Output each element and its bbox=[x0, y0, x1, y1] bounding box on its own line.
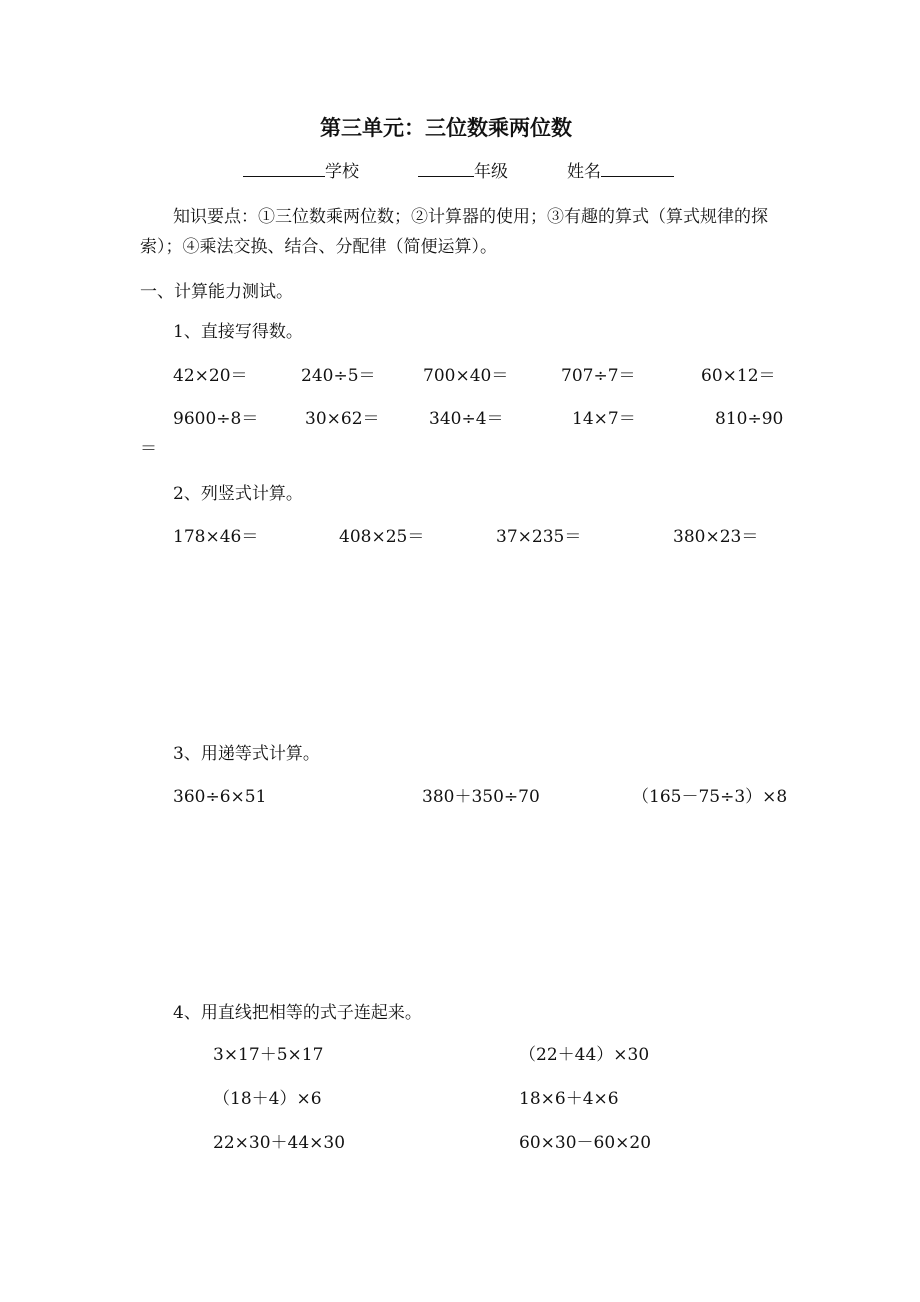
oral-calc-item: 42×20＝ bbox=[173, 366, 248, 386]
oral-calc-item: 9600÷8＝ bbox=[173, 409, 259, 429]
question-1-heading: 1、直接写得数。 bbox=[173, 322, 303, 342]
question-2-heading: 2、列竖式计算。 bbox=[173, 484, 303, 504]
question-3-heading: 3、用递等式计算。 bbox=[173, 744, 320, 764]
page-title: 第三单元：三位数乘两位数 bbox=[320, 116, 572, 140]
match-left-item: 3×17＋5×17 bbox=[213, 1045, 324, 1065]
name-blank bbox=[601, 175, 674, 177]
name-field bbox=[567, 164, 674, 181]
grade-label: 年级 bbox=[474, 162, 508, 182]
school-label: 学校 bbox=[325, 162, 359, 182]
name-label: 姓名 bbox=[567, 162, 601, 182]
oral-calc-item: 30×62＝ bbox=[305, 409, 380, 429]
knowledge-points: 知识要点：①三位数乘两位数；②计算器的使用；③有趣的算式（算式规律的探索）；④乘法交换、结合、分配律（简便运算）。 bbox=[140, 207, 768, 257]
school-blank bbox=[243, 175, 325, 177]
oral-calc-wrap: ＝ bbox=[140, 439, 157, 459]
section-one-heading: 一、计算能力测试。 bbox=[140, 282, 293, 302]
stepwise-calc-item: 360÷6×51 bbox=[173, 787, 267, 807]
vertical-calc-item: 178×46＝ bbox=[173, 527, 259, 547]
oral-calc-item: 340÷4＝ bbox=[429, 409, 504, 429]
oral-calc-item: 60×12＝ bbox=[701, 366, 776, 386]
school-field bbox=[243, 164, 359, 181]
match-right-item: （22＋44）×30 bbox=[519, 1045, 650, 1065]
stepwise-calc-item: （165－75÷3）×8 bbox=[632, 787, 788, 807]
match-left-item: （18＋4）×6 bbox=[213, 1089, 322, 1109]
match-right-item: 18×6＋4×6 bbox=[519, 1089, 619, 1109]
stepwise-calc-item: 380＋350÷70 bbox=[422, 787, 540, 807]
oral-calc-item: 14×7＝ bbox=[572, 409, 636, 429]
oral-calc-item: 700×40＝ bbox=[423, 366, 509, 386]
match-left-item: 22×30＋44×30 bbox=[213, 1133, 346, 1153]
vertical-calc-item: 37×235＝ bbox=[496, 527, 582, 547]
vertical-calc-item: 380×23＝ bbox=[673, 527, 759, 547]
grade-blank bbox=[418, 175, 474, 177]
oral-calc-item: 810÷90 bbox=[715, 409, 784, 429]
question-4-heading: 4、用直线把相等的式子连起来。 bbox=[173, 1003, 422, 1023]
match-right-item: 60×30－60×20 bbox=[519, 1133, 652, 1153]
vertical-calc-item: 408×25＝ bbox=[339, 527, 425, 547]
grade-field bbox=[418, 164, 508, 181]
oral-calc-item: 707÷7＝ bbox=[561, 366, 636, 386]
oral-calc-item: 240÷5＝ bbox=[301, 366, 376, 386]
